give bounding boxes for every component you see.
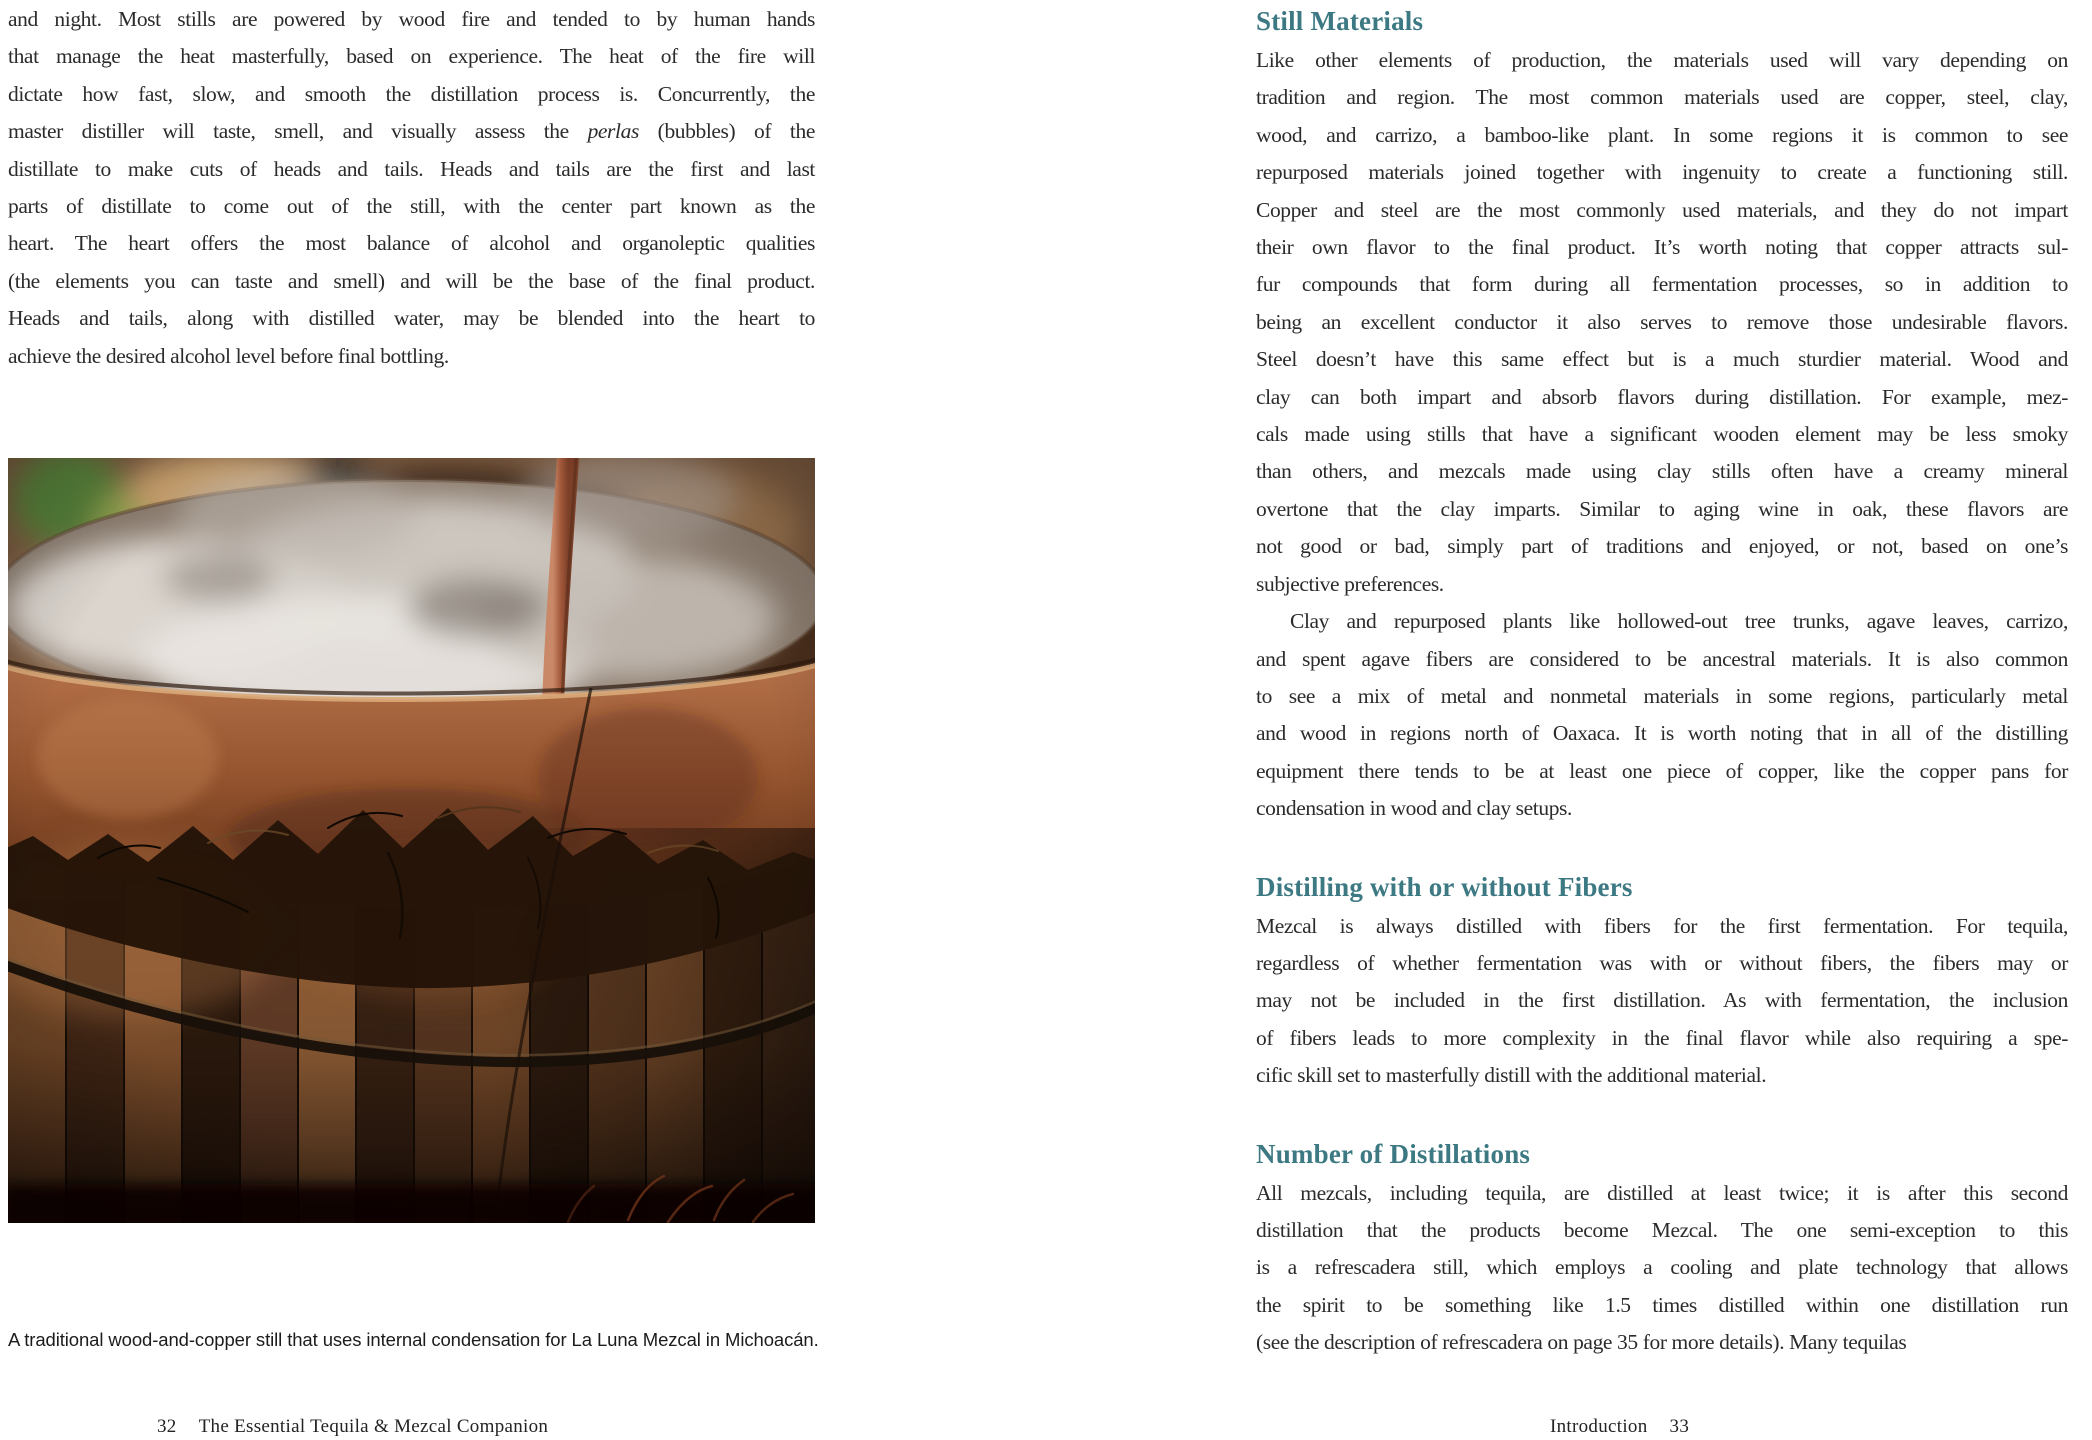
text-run: overtone that the clay imparts. Similar to aging wine in oak, these flavors are (1256, 496, 2068, 521)
text-line (1256, 266, 2068, 303)
text-line (1256, 1175, 2068, 1212)
text-line (1256, 982, 2068, 1019)
text-line (8, 263, 815, 300)
photo-caption: A traditional wood-and-copper still that uses internal condensation for La Luna Mezcal in Michoacán. (8, 1329, 819, 1350)
text-line (1256, 379, 2068, 416)
text-line (8, 38, 815, 75)
right-footer (1550, 1416, 1689, 1438)
text-run: cals made using stills that have a significant wooden element may be less smoky (1256, 422, 2068, 447)
text-line (1256, 641, 2068, 678)
text-line (1256, 1212, 2068, 1249)
text-run: master distiller will taste, smell, and visually assess the (8, 119, 588, 144)
text-run: and wood in regions north of Oaxaca. It is worth noting that in all of the distilling (1256, 721, 2068, 746)
text-line (8, 113, 815, 150)
text-run: Steel doesn’t have this same effect but is a much sturdier material. Wood and (1256, 347, 2068, 372)
text-line (1256, 416, 2068, 453)
still-photo (8, 458, 815, 1223)
text-line (1256, 790, 2068, 827)
text-line (1256, 1324, 2068, 1361)
text-run: repurposed materials joined together with ingenuity to create a functioning still. (1256, 160, 2068, 185)
text-line (1256, 42, 2068, 79)
page-number-left: 32 (157, 1416, 177, 1437)
text-line (1256, 715, 2068, 752)
paragraph (1256, 42, 2068, 603)
page-number-right: 33 (1669, 1416, 1690, 1437)
text-run: All mezcals, including tequila, are distilled at least twice; it is after this second (1256, 1180, 2068, 1205)
text-line (1256, 603, 2068, 640)
text-run: not good or bad, simply part of traditions and enjoyed, or not, based on one’s (1256, 534, 2068, 559)
text-line (8, 225, 815, 262)
text-run: fur compounds that form during all fermentation processes, so in addition to (1256, 272, 2068, 297)
text-run: (the elements you can taste and smell) and will be the base of the final product. (8, 268, 815, 293)
text-line (1256, 192, 2068, 229)
text-line (8, 188, 815, 225)
text-run: than others, and mezcals made using clay stills often have a creamy mineral (1256, 459, 2068, 484)
text-line (1256, 945, 2068, 982)
text-run: to see a mix of metal and nonmetal materials in some regions, particularly metal (1256, 683, 2068, 708)
paragraph (1256, 908, 2068, 1095)
text-run: distillate to make cuts of heads and tails. Heads and tails are the first and last (8, 156, 815, 181)
text-run: is a refrescadera still, which employs a cooling and plate technology that allows (1256, 1255, 2068, 1280)
text-run: that manage the heat masterfully, based on experience. The heat of the fire will (8, 44, 815, 69)
text-line (1256, 1057, 2068, 1094)
text-run: Mezcal is always distilled with fibers for the first fermentation. For tequila, (1256, 913, 2068, 938)
section-heading-number-of-distillations: Number of Distillations (1256, 1138, 1531, 1169)
text-line (1256, 341, 2068, 378)
text-line (1256, 453, 2068, 490)
text-line (8, 1, 815, 38)
text-run: and night. Most stills are powered by wood fire and tended to by human hands (8, 7, 815, 31)
text-run: heart. The heart offers the most balance of alcohol and organoleptic qualities (8, 231, 815, 256)
text-run: parts of distillate to come out of the still, with the center part known as the (8, 194, 815, 219)
text-line (1256, 1249, 2068, 1286)
text-line (1256, 229, 2068, 266)
text-line (1256, 79, 2068, 116)
text-run: Heads and tails, along with distilled water, may be blended into the heart to (8, 306, 815, 331)
text-run: subjective preferences. (1256, 571, 1444, 596)
text-run: (bubbles) of the (638, 119, 815, 144)
text-line (1256, 1020, 2068, 1057)
right-page (1046, 0, 2092, 1440)
text-run: may not be included in the first distillation. As with fermentation, the inclusion (1256, 988, 2068, 1013)
book-title: The Essential Tequila & Mezcal Companion (198, 1416, 549, 1437)
text-line (1256, 908, 2068, 945)
text-run: Clay and repurposed plants like hollowed-out tree trunks, agave leaves, carrizo, (1290, 609, 2068, 634)
text-run: Copper and steel are the most commonly used materials, and they do not impart (1256, 197, 2068, 222)
text-run: being an excellent conductor it also serves to remove those undesirable flavors. (1256, 309, 2068, 334)
text-line (1256, 678, 2068, 715)
text-run: distillation that the products become Mezcal. The one semi-exception to this (1256, 1217, 2068, 1242)
text-run: the spirit to be something like 1.5 times distilled within one distillation run (1256, 1292, 2068, 1317)
text-run: their own flavor to the final product. It’s worth noting that copper attracts sul- (1256, 235, 2068, 260)
paragraph (1256, 603, 2068, 827)
left-footer (157, 1416, 548, 1438)
still-photo-illustration (8, 458, 815, 1223)
text-line (1256, 154, 2068, 191)
text-line (1256, 117, 2068, 154)
text-line (1256, 566, 2068, 603)
text-run: condensation in wood and clay setups. (1256, 796, 1572, 821)
text-line (8, 76, 815, 113)
text-run: wood, and carrizo, a bamboo-like plant. In some regions it is common to see (1256, 122, 2068, 147)
text-run: achieve the desired alcohol level before final bottling. (8, 343, 449, 368)
italic-text: perlas (587, 119, 639, 144)
text-run: regardless of whether fermentation was with or without fibers, the fibers may or (1256, 950, 2068, 975)
text-run: tradition and region. The most common materials used are copper, steel, clay, (1256, 85, 2068, 110)
text-run: of fibers leads to more complexity in the final flavor while also requiring a spe- (1256, 1025, 2068, 1050)
text-run: dictate how fast, slow, and smooth the distillation process is. Concurrently, the (8, 81, 815, 106)
text-line (1256, 753, 2068, 790)
text-run: equipment there tends to be at least one piece of copper, like the copper pans for (1256, 758, 2068, 783)
text-run: Like other elements of production, the materials used will vary depending on (1256, 48, 2068, 72)
text-line (8, 300, 815, 337)
text-line (1256, 1287, 2068, 1324)
chapter-title: Introduction (1550, 1416, 1648, 1437)
text-line (1256, 528, 2068, 565)
section-heading-distilling-fibers: Distilling with or without Fibers (1256, 871, 1633, 902)
text-run: cific skill set to masterfully distill with the additional material. (1256, 1063, 1767, 1088)
left-body-paragraph (8, 1, 815, 375)
text-run: and spent agave fibers are considered to be ancestral materials. It is also common (1256, 646, 2068, 671)
text-line (8, 338, 815, 375)
text-line (1256, 491, 2068, 528)
right-column (1256, 0, 2068, 1362)
text-line (8, 151, 815, 188)
text-run: clay can both impart and absorb flavors during distillation. For example, mez- (1256, 384, 2068, 409)
text-run: (see the description of refrescadera on page 35 for more details). Many tequilas (1256, 1330, 1907, 1355)
text-line (1256, 304, 2068, 341)
paragraph (1256, 1175, 2068, 1362)
section-heading-still-materials: Still Materials (1256, 6, 1424, 36)
